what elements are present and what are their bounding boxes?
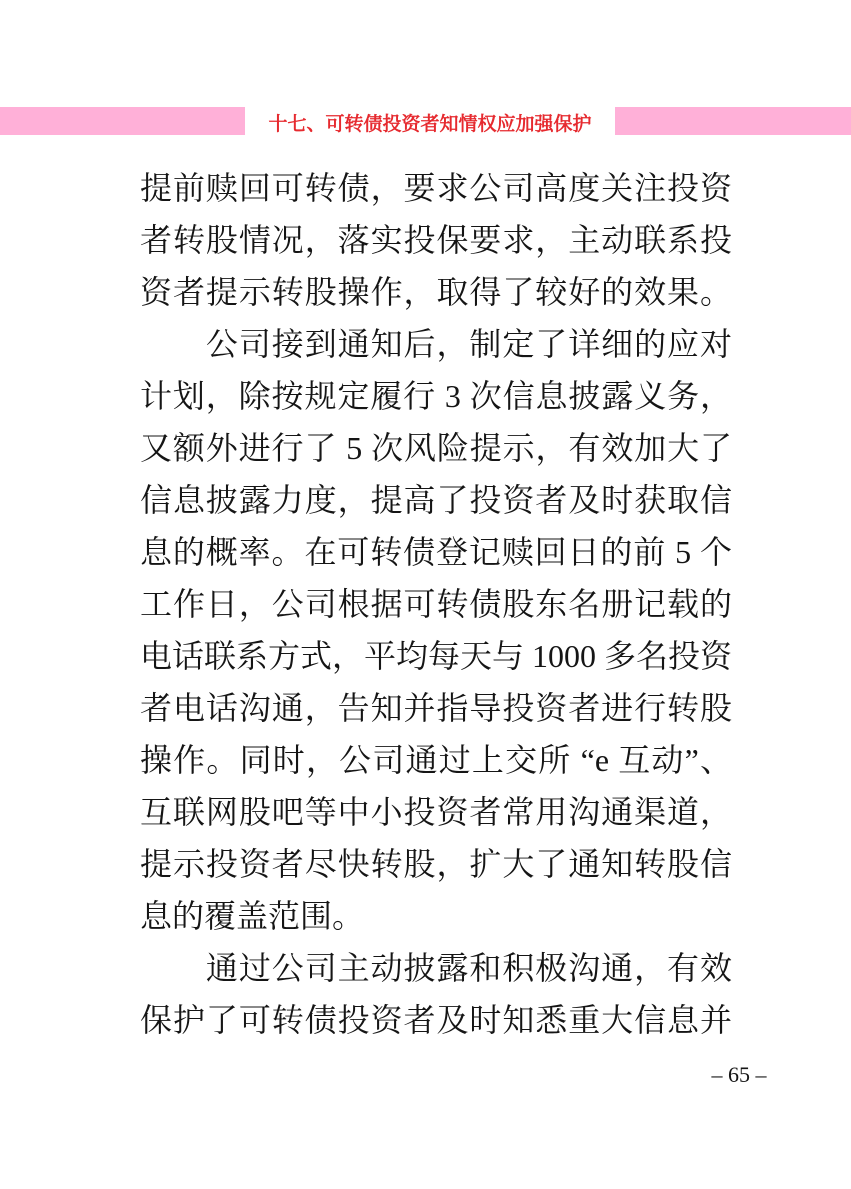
- body-text-line: 资者提示转股操作，取得了较好的效果。: [140, 274, 732, 310]
- header-title-box: [245, 105, 615, 139]
- body-text-line: 公司接到通知后，制定了详细的应对: [140, 326, 732, 362]
- body-text-line: 保护了可转债投资者及时知悉重大信息并: [140, 1002, 732, 1038]
- body-text-line: 通过公司主动披露和积极沟通，有效: [140, 950, 732, 986]
- body-text-line: 提示投资者尽快转股，扩大了通知转股信: [140, 846, 732, 882]
- body-text: [140, 162, 732, 1046]
- body-text-line: 又额外进行了 5 次风险提示，有效加大了: [140, 430, 732, 466]
- body-text-line: 信息披露力度，提高了投资者及时获取信: [140, 482, 732, 518]
- body-text-line: 者转股情况，落实投保要求，主动联系投: [140, 222, 732, 258]
- body-text-line: 息的覆盖范围。: [140, 898, 365, 934]
- chapter-title: 十七、可转债投资者知情权应加强保护: [268, 113, 592, 135]
- body-text-line: 工作日，公司根据可转债股东名册记载的: [140, 586, 732, 622]
- body-text-line: 者电话沟通，告知并指导投资者进行转股: [140, 690, 732, 726]
- body-text-line: 提前赎回可转债，要求公司高度关注投资: [140, 170, 732, 206]
- page-number: – 65 –: [711, 1062, 767, 1087]
- body-text-line: 互联网股吧等中小投资者常用沟通渠道，: [140, 794, 732, 830]
- body-text-line: 操作。同时，公司通过上交所 “e 互动”、: [140, 742, 732, 778]
- body-text-line: 息的概率。在可转债登记赎回日的前 5 个: [140, 534, 732, 570]
- body-text-line: 电话联系方式，平均每天与 1000 多名投资: [140, 638, 732, 674]
- body-text-line: 计划，除按规定履行 3 次信息披露义务，: [140, 378, 732, 414]
